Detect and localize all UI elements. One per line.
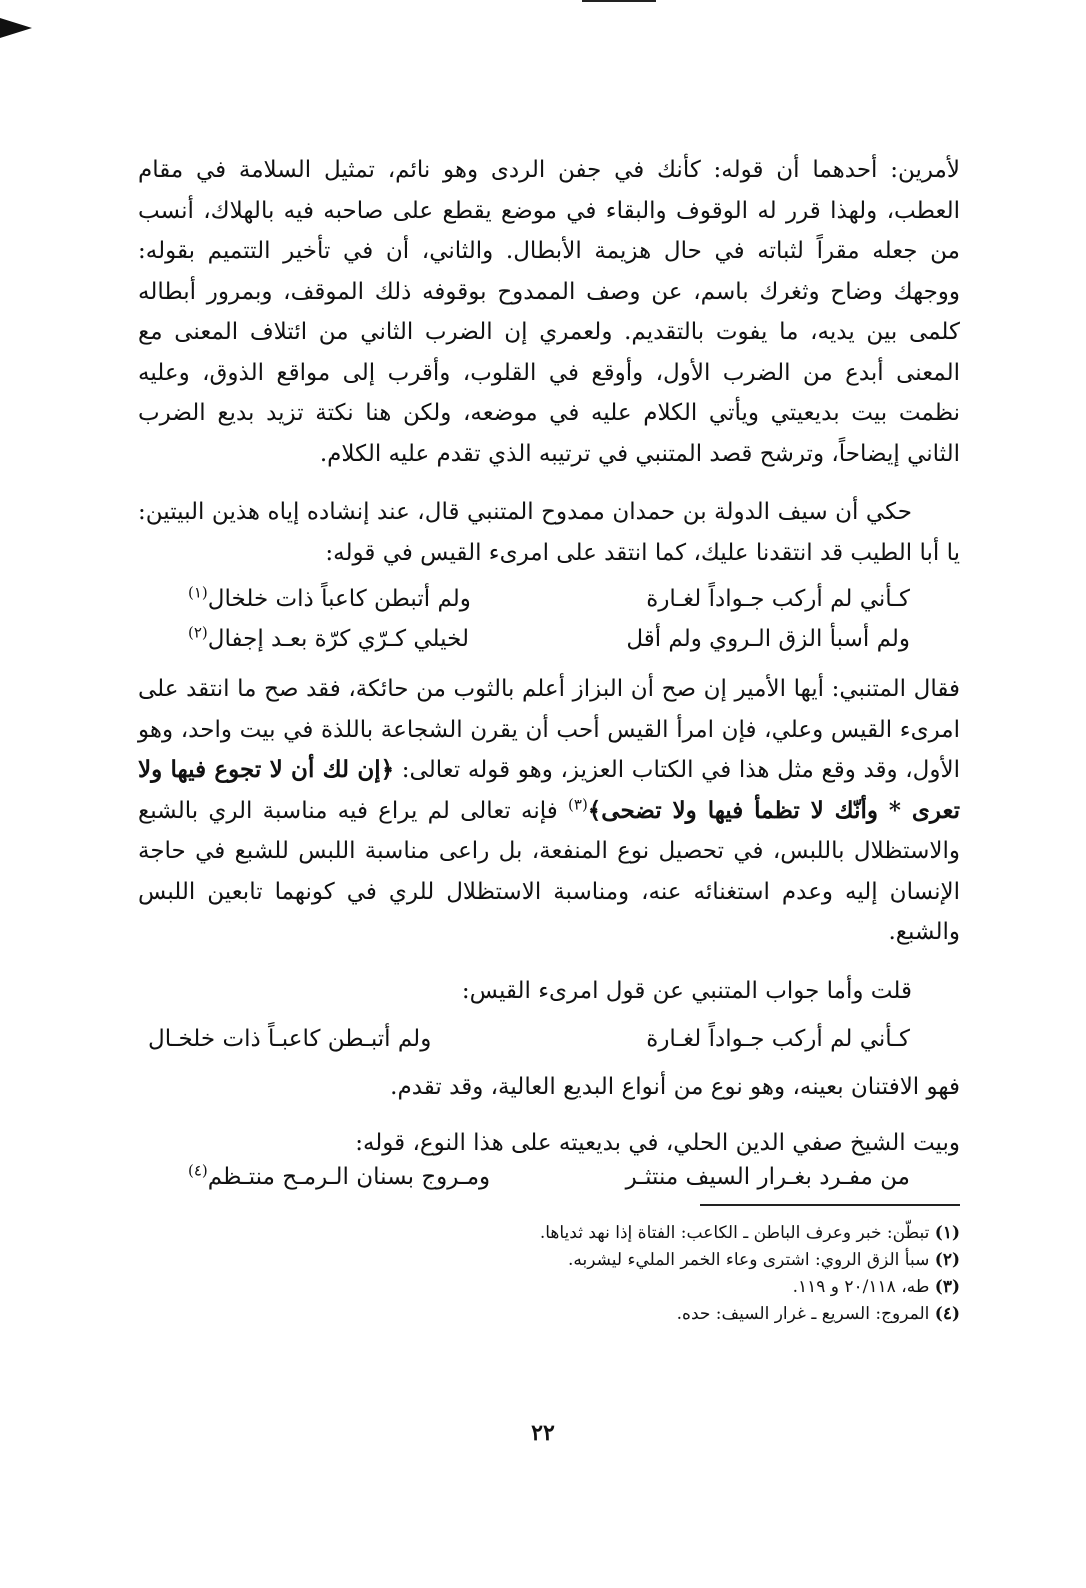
verse-block-2	[138, 1019, 960, 1059]
paragraph-3	[138, 669, 960, 953]
verse-block-3	[138, 1160, 960, 1194]
page-body	[138, 150, 960, 1328]
footnote-ref: (٢)	[188, 623, 208, 642]
verse-line	[138, 619, 960, 659]
verse-second-text: ولم أتبطن كاعباً ذات خلخال	[207, 586, 471, 612]
page-number: ٢٢	[531, 1420, 555, 1446]
verse-second-text: لخيلي كـرّي كرّة بعـد إجفال	[207, 626, 469, 652]
paragraph-2	[138, 492, 960, 573]
paragraph-4	[138, 971, 960, 1012]
footnote-ref: (٣)	[568, 794, 588, 813]
footnote-number: (٢)	[934, 1249, 960, 1270]
verse-line	[138, 1019, 960, 1059]
paragraph-4-text: قلت وأما جواب المتنبي عن قول امرىء القيس:	[461, 977, 912, 1004]
quran-quote: ﴿إن لك أن لا تجوع فيها ولا تعرى * وأنّك لا تظمأ فيها ولا تضحى﴾	[138, 756, 961, 824]
footnote-text: سبأ الزق الروي: اشترى وعاء الخمر المليء ليشربه.	[567, 1249, 930, 1270]
page-corner-mark	[0, 18, 32, 38]
paragraph-5: فهو الافتنان بعينه، وهو نوع من أنواع البديع العالية، وقد تقدم.	[390, 1074, 960, 1100]
verse-first-hemistich: من مفـرد بغـرار السيف منتثـر	[625, 1163, 910, 1190]
top-rule	[582, 0, 656, 2]
footnote	[138, 1247, 960, 1274]
footnote	[138, 1274, 960, 1301]
verse-block-1	[138, 579, 960, 659]
verse-first-hemistich: ولم أسبأ الزق الـروي ولم أقل	[626, 626, 910, 652]
verse-first-hemistich: كـأني لم أركب جـواداً لغـارة	[646, 586, 910, 612]
footnote-text: المروج: السريع ـ غرار السيف: حده.	[676, 1303, 930, 1324]
verse-first-hemistich: كـأني لم أركب جـواداً لغـارة	[646, 1026, 910, 1052]
paragraph-1: لأمرين: أحدهما أن قوله: كأنك في جفن الردى وهو نائم، تمثيل السلامة في مقام العطب، ولهذا قرر له الوقوف والبقاء في موضع يقطع على صاحبه فيه بالهلاك، أنسب من جعله مقراً لثباته في حال هزيمة الأبطال. والثاني، أن في تأخير التتميم بقوله: ووجهك وضاح وثغرك باسم، عن وصف الممدوح بوقوفه ذلك الموقف، وبمرور أبطاله كلمى بين يديه، ما يفوت بالتقديم. ولعمري إن الضرب الثاني من ائتلاف المعنى مع المعنى أبدع من الضرب الأول، وأوقع في القلوب، وأقرب إلى مواقع الذوق، وعليه نظمت بيت بديعيتي ويأتي الكلام عليه في موضعه، ولكن هنا نكتة تزيد بديع الضرب الثاني إيضاحاً، وترشح قصد المتنبي في ترتيبه الذي تقدم عليه الكلام.	[138, 157, 960, 467]
footnotes	[138, 1220, 960, 1328]
verse-second-text: ومـروج بسنان الـرمـح منتـظم	[207, 1163, 491, 1190]
footnote-number: (٣)	[934, 1276, 960, 1297]
footnote-number: (٤)	[934, 1303, 960, 1324]
verse-second-hemistich	[188, 1160, 490, 1194]
footnote-text: تبطّن: خبر وعرف الباطن ـ الكاعب: الفتاة إذا نهد ثدياها.	[539, 1222, 930, 1243]
verse-line	[138, 579, 960, 619]
paragraph-2-text: حكي أن سيف الدولة بن حمدان ممدوح المتنبي قال، عند إنشاده إياه هذين البيتين: يا أبا الطيب قد انتقدنا عليك، كما انتقد على امرىء القيس في قوله:	[138, 499, 960, 566]
footnote	[138, 1301, 960, 1328]
paragraph-3-before: فقال المتنبي: أيها الأمير إن صح أن البزاز أعلم بالثوب من حائكة، فقد صح ما انتقد على امرىء القيس وعلي، فإن امرأ القيس أحب أن يقرن الشجاعة باللذة في بيت واحد، وهو الأول، وقد وقع مثل هذا في الكتاب العزيز، وهو قوله تعالى:	[138, 676, 960, 783]
footnote	[138, 1220, 960, 1247]
paragraph-3-after: فإنه تعالى لم يراع فيه مناسبة الري بالشبع والاستظلال باللبس، في تحصيل نوع المنفعة، بل راعى مناسبة اللبس للشبع في حاجة الإنسان إليه وعدم استغنائه عنه، ومناسبة الاستظلال للري في كونهما تابعين اللبس والشبع.	[138, 797, 960, 945]
verse-second-hemistich: ولم أتبـطن كاعبـاً ذات خلخـال	[148, 1026, 432, 1052]
verse-second-hemistich	[188, 619, 469, 659]
paragraph-6: وبيت الشيخ صفي الدين الحلي، في بديعيته على هذا النوع، قوله:	[355, 1129, 960, 1156]
footnote-separator	[700, 1204, 960, 1206]
verse-line	[138, 1160, 960, 1194]
footnote-number: (١)	[934, 1222, 960, 1243]
footnote-ref: (٤)	[188, 1160, 208, 1179]
footnote-ref: (١)	[188, 583, 208, 602]
footnote-text: طه، ٢٠/١١٨ و ١١٩.	[792, 1276, 930, 1297]
verse-second-hemistich	[188, 579, 471, 619]
